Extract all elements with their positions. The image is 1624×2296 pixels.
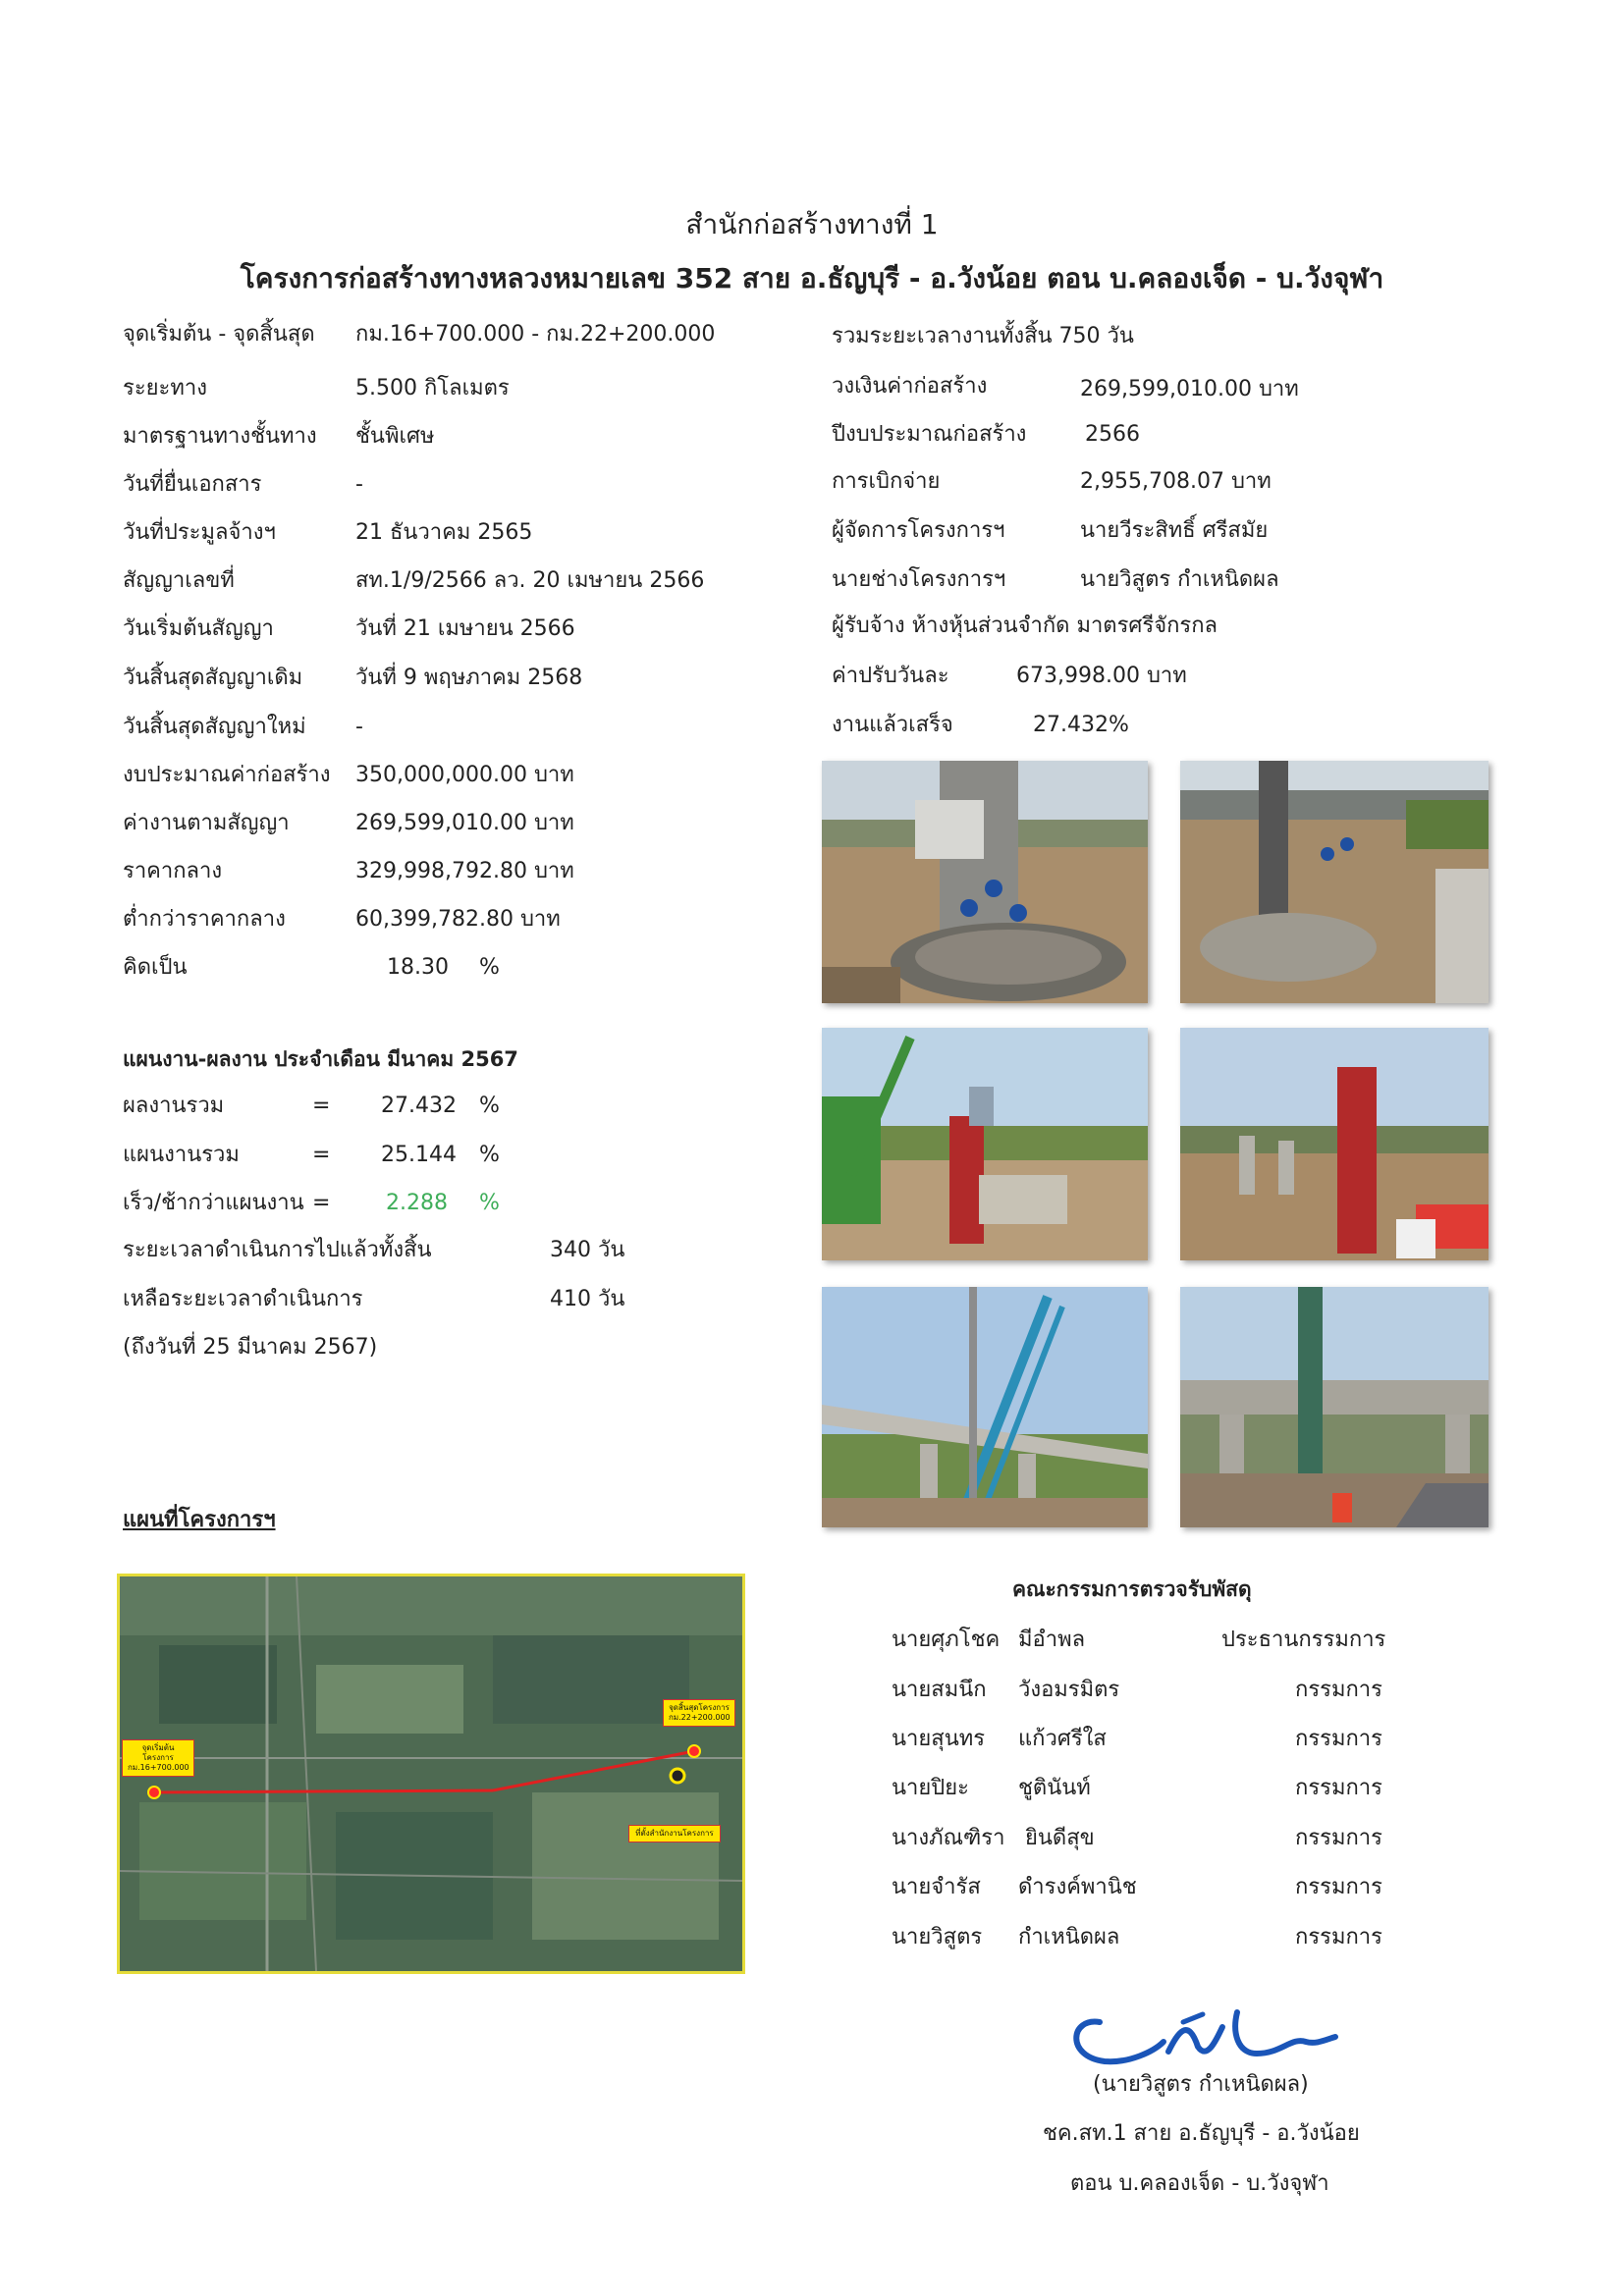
info-value: กม.16+700.000 - กม.22+200.000 [355, 322, 716, 347]
member-role: กรรมการ [1295, 1826, 1382, 1850]
progress-eq: = [312, 1094, 331, 1118]
info-value: - [355, 715, 363, 739]
construction-photo [1180, 761, 1489, 1003]
info-label: วันสิ้นสุดสัญญาเดิม [123, 666, 303, 690]
member-first-name: นายสมนึก [892, 1678, 987, 1702]
info-label: นายช่างโครงการฯ [832, 567, 1006, 592]
info-value: - [355, 472, 363, 497]
member-first-name: นายวิสูตร [892, 1925, 983, 1949]
elapsed-value: 340 วัน [550, 1238, 625, 1262]
info-label: ค่างานตามสัญญา [123, 811, 290, 835]
member-role: กรรมการ [1295, 1875, 1382, 1899]
info-value: สท.1/9/2566 ลว. 20 เมษายน 2566 [355, 568, 705, 593]
remaining-value: 410 วัน [550, 1287, 625, 1311]
member-role: กรรมการ [1295, 1678, 1382, 1702]
info-value: 269,599,010.00 บาท [355, 811, 574, 835]
member-role: กรรมการ [1295, 1727, 1382, 1751]
office-title: สำนักก่อสร้างทางที่ 1 [685, 208, 939, 240]
info-value: วันที่ 21 เมษายน 2566 [355, 616, 575, 641]
signatory-position: ชค.สท.1 สาย อ.ธัญบุรี - อ.วังน้อย [1043, 2121, 1360, 2146]
info-label: ต่ำกว่าราคากลาง [123, 907, 286, 932]
member-last-name: ดำรงค์พานิช [1018, 1875, 1137, 1899]
member-first-name: นายสุนทร [892, 1727, 986, 1751]
info-label: ปีงบประมาณก่อสร้าง [832, 422, 1027, 447]
project-map[interactable] [117, 1574, 745, 1974]
info-value: 350,000,000.00 บาท [355, 763, 574, 787]
signature-image [1060, 1993, 1345, 2071]
map-label-office: ที่ตั้งสำนักงานโครงการ [628, 1825, 721, 1842]
info-label: วันที่ประมูลจ้างฯ [123, 520, 276, 545]
fine-value: 673,998.00 บาท [1016, 664, 1187, 688]
info-value: 2566 [1085, 422, 1140, 447]
progress-eq: = [312, 1143, 331, 1167]
info-label: การเบิกจ่าย [832, 469, 941, 494]
info-label: ผู้จัดการโครงการฯ [832, 518, 1005, 543]
member-last-name: ยินดีสุข [1025, 1826, 1095, 1850]
done-label: งานแล้วเสร็จ [832, 713, 953, 737]
member-first-name: นายปิยะ [892, 1776, 969, 1800]
member-role: กรรมการ [1295, 1776, 1382, 1800]
construction-photo [822, 761, 1148, 1003]
member-last-name: วังอมรมิตร [1018, 1678, 1120, 1702]
info-label: วันสิ้นสุดสัญญาใหม่ [123, 715, 306, 739]
member-first-name: นายจำรัส [892, 1875, 981, 1899]
done-value: 27.432% [1033, 713, 1129, 737]
member-role: กรรมการ [1295, 1925, 1382, 1949]
total-duration: รวมระยะเวลางานทั้งสิ้น 750 วัน [832, 324, 1134, 348]
info-label: ระยะทาง [123, 376, 207, 400]
info-label: คิดเป็น [123, 955, 188, 980]
info-value: นายวีระสิทธิ์ ศรีสมัย [1080, 518, 1269, 543]
progress-value: 25.144 [381, 1143, 457, 1167]
contractor: ผู้รับจ้าง ห้างหุ้นส่วนจำกัด มาตรศรีจักรกล [832, 614, 1218, 638]
progress-eq: = [312, 1191, 331, 1215]
info-label: มาตรฐานทางชั้นทาง [123, 424, 317, 449]
member-first-name: นายศุภโชค [892, 1628, 1001, 1652]
progress-value: 27.432 [381, 1094, 457, 1118]
info-label: วันเริ่มต้นสัญญา [123, 616, 274, 641]
info-label: จุดเริ่มต้น - จุดสิ้นสุด [123, 322, 315, 347]
info-label: วันที่ยื่นเอกสาร [123, 472, 262, 497]
member-role: ประธานกรรมการ [1221, 1628, 1386, 1652]
member-last-name: กำเหนิดผล [1018, 1925, 1120, 1949]
info-label: สัญญาเลขที่ [123, 568, 235, 593]
remaining-label: เหลือระยะเวลาดำเนินการ [123, 1287, 363, 1311]
committee-heading: คณะกรรมการตรวจรับพัสดุ [1012, 1577, 1252, 1601]
info-value: ชั้นพิเศษ [355, 424, 435, 449]
progress-value: 2.288 [386, 1191, 448, 1215]
project-title: โครงการก่อสร้างทางหลวงหมายเลข 352 สาย อ.ธัญบุรี - อ.วังน้อย ตอน บ.คลองเจ็ด - บ.วังจุฬา [240, 262, 1384, 294]
info-label: งบประมาณค่าก่อสร้าง [123, 763, 331, 787]
info-value: วันที่ 9 พฤษภาคม 2568 [355, 666, 583, 690]
member-first-name: นางภัณฑิรา [892, 1826, 1005, 1850]
progress-unit: % [479, 1094, 500, 1118]
construction-photo [1180, 1287, 1489, 1527]
info-label: วงเงินค่าก่อสร้าง [832, 374, 988, 399]
elapsed-label: ระยะเวลาดำเนินการไปแล้วทั้งสิ้น [123, 1238, 432, 1262]
progress-label: แผนงานรวม [123, 1143, 240, 1167]
progress-unit: % [479, 1143, 500, 1167]
member-last-name: ชูตินันท์ [1018, 1776, 1091, 1800]
info-unit: % [479, 955, 500, 980]
as-of-date: (ถึงวันที่ 25 มีนาคม 2567) [123, 1335, 378, 1360]
member-last-name: แก้วศรีใส [1018, 1727, 1107, 1751]
info-value: 60,399,782.80 บาท [355, 907, 561, 932]
info-value: 2,955,708.07 บาท [1080, 469, 1272, 494]
info-value: นายวิสูตร กำเหนิดผล [1080, 567, 1279, 592]
map-label-end: จุดสิ้นสุดโครงการ กม.22+200.000 [663, 1699, 735, 1727]
map-label-start: จุดเริ่มต้นโครงการ กม.16+700.000 [122, 1739, 194, 1777]
info-value: 269,599,010.00 บาท [1080, 377, 1299, 401]
progress-unit: % [479, 1191, 500, 1215]
signatory-name: (นายวิสูตร กำเหนิดผล) [1093, 2072, 1309, 2097]
member-last-name: มีอำพล [1018, 1628, 1086, 1652]
construction-photo [822, 1028, 1148, 1260]
info-value: 5.500 กิโลเมตร [355, 376, 510, 400]
signatory-section: ตอน บ.คลองเจ็ด - บ.วังจุฬา [1070, 2171, 1329, 2196]
info-label: ราคากลาง [123, 859, 223, 883]
construction-photo [822, 1287, 1148, 1527]
fine-label: ค่าปรับวันละ [832, 664, 949, 688]
progress-heading: แผนงาน-ผลงาน ประจำเดือน มีนาคม 2567 [123, 1047, 518, 1071]
map-heading: แผนที่โครงการฯ [123, 1508, 276, 1532]
progress-label: ผลงานรวม [123, 1094, 225, 1118]
info-value: 18.30 [387, 955, 449, 980]
construction-photo [1180, 1028, 1489, 1260]
info-value: 329,998,792.80 บาท [355, 859, 574, 883]
info-value: 21 ธันวาคม 2565 [355, 520, 533, 545]
progress-label: เร็ว/ช้ากว่าแผนงาน [123, 1191, 304, 1215]
